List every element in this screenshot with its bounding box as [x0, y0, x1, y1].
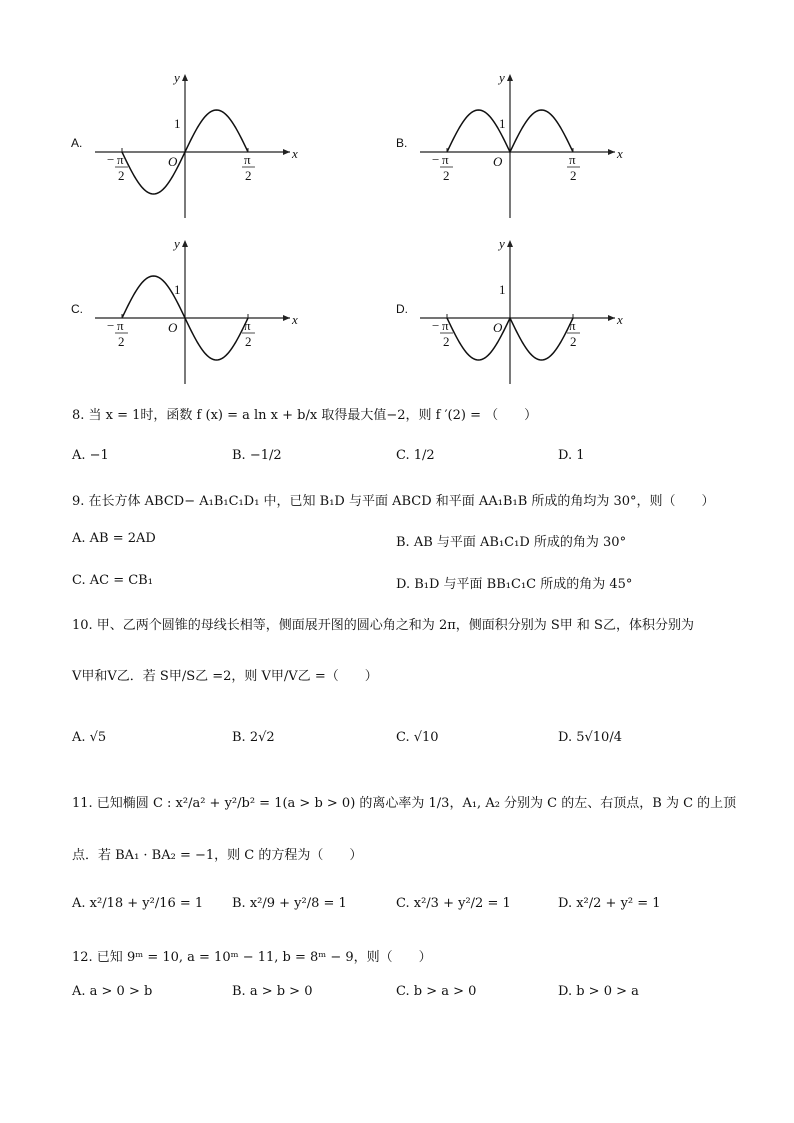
x-axis-arrow	[283, 315, 290, 321]
origin-label: O	[168, 320, 178, 335]
y-axis-label: y	[174, 236, 180, 251]
x-axis-arrow	[608, 315, 615, 321]
minus-sign: −	[432, 318, 440, 333]
question-10-stem-line1: 10. 甲、乙两个圆锥的母线长相等，侧面展开图的圆心角之和为 2π，侧面积分别为 S甲 和 S乙，体积分别为	[72, 618, 694, 633]
tick-left-numerator: π	[442, 152, 449, 167]
tick-left-numerator: π	[117, 152, 124, 167]
question-8-option-a: A. −1	[72, 448, 109, 463]
tick-right-denominator: 2	[570, 334, 577, 349]
origin-label: O	[493, 320, 503, 335]
graph-option-c-label: C.	[71, 302, 83, 316]
question-12-stem: 12. 已知 9ᵐ = 10, a = 10ᵐ − 11, b = 8ᵐ − 9，则（ ）	[72, 950, 432, 965]
tick-right-numerator: π	[569, 318, 576, 333]
question-8-option-c: C. 1/2	[396, 448, 435, 463]
question-11-option-d: D. x²/2 + y² = 1	[558, 896, 661, 911]
graph-option-a-label: A.	[71, 136, 83, 150]
question-10-option-d: D. 5√10/4	[558, 730, 622, 745]
x-axis-arrow	[608, 149, 615, 155]
x-axis-label: x	[617, 312, 623, 327]
graph-d	[415, 236, 625, 386]
tick-left-numerator: π	[117, 318, 124, 333]
origin-label: O	[493, 154, 503, 169]
minus-sign: −	[107, 318, 115, 333]
y-tick-label-1: 1	[499, 282, 506, 297]
question-10-option-b: B. 2√2	[232, 730, 275, 745]
graph-option-d-label: D.	[396, 302, 408, 316]
tick-right-denominator: 2	[570, 168, 577, 183]
y-tick-label-1: 1	[499, 116, 506, 131]
x-axis-label: x	[617, 146, 623, 161]
origin-label: O	[168, 154, 178, 169]
y-axis-arrow	[182, 74, 188, 81]
question-9-option-d: D. B₁D 与平面 BB₁C₁C 所成的角为 45°	[396, 577, 633, 592]
y-tick-label-1: 1	[174, 116, 181, 131]
y-axis-arrow	[507, 240, 513, 247]
question-12-option-d: D. b > 0 > a	[558, 984, 639, 999]
tick-left-numerator: π	[442, 318, 449, 333]
minus-sign: −	[432, 152, 440, 167]
question-9-option-a: A. AB = 2AD	[72, 531, 156, 546]
tick-right-numerator: π	[244, 318, 251, 333]
question-9-option-c: C. AC = CB₁	[72, 573, 153, 588]
y-tick-label-1: 1	[174, 282, 181, 297]
tick-left-denominator: 2	[443, 168, 450, 183]
question-8-stem: 8. 当 x = 1时，函数 f (x) = a ln x + b/x 取得最大值−2，则 f ′(2) = （ ）	[72, 408, 538, 423]
minus-sign: −	[107, 152, 115, 167]
tick-left-denominator: 2	[118, 334, 125, 349]
question-11-option-a: A. x²/18 + y²/16 = 1	[72, 896, 204, 911]
question-11-option-c: C. x²/3 + y²/2 = 1	[396, 896, 511, 911]
question-8-option-b: B. −1/2	[232, 448, 282, 463]
tick-right-numerator: π	[244, 152, 251, 167]
x-axis-label: x	[292, 312, 298, 327]
x-axis-label: x	[292, 146, 298, 161]
question-8-option-d: D. 1	[558, 448, 585, 463]
y-axis-label: y	[499, 236, 505, 251]
graph-a	[90, 70, 300, 220]
question-10-stem-line2: V甲和V乙．若 S甲/S乙 =2，则 V甲/V乙 =（ ）	[72, 669, 378, 684]
tick-right-denominator: 2	[245, 334, 252, 349]
tick-right-denominator: 2	[245, 168, 252, 183]
question-12-option-c: C. b > a > 0	[396, 984, 477, 999]
y-axis-arrow	[182, 240, 188, 247]
question-9-stem: 9. 在长方体 ABCD− A₁B₁C₁D₁ 中，已知 B₁D 与平面 ABCD 和平面 AA₁B₁B 所成的角均为 30°，则（ ）	[72, 494, 715, 509]
graph-b	[415, 70, 625, 220]
question-11-option-b: B. x²/9 + y²/8 = 1	[232, 896, 347, 911]
graph-c	[90, 236, 300, 386]
y-axis-label: y	[499, 70, 505, 85]
question-11-stem-line1: 11. 已知椭圆 C : x²/a² + y²/b² = 1(a > b > 0) 的离心率为 1/3，A₁, A₂ 分别为 C 的左、右顶点，B 为 C 的上顶	[72, 796, 737, 811]
question-10-option-c: C. √10	[396, 730, 439, 745]
x-axis-arrow	[283, 149, 290, 155]
tick-right-numerator: π	[569, 152, 576, 167]
graph-option-b-label: B.	[396, 136, 408, 150]
tick-left-denominator: 2	[118, 168, 125, 183]
y-axis-label: y	[174, 70, 180, 85]
question-12-option-a: A. a > 0 > b	[72, 984, 153, 999]
question-11-stem-line2: 点．若 BA₁ · BA₂ = −1，则 C 的方程为（ ）	[72, 848, 363, 863]
question-10-option-a: A. √5	[72, 730, 107, 745]
question-12-option-b: B. a > b > 0	[232, 984, 313, 999]
y-axis-arrow	[507, 74, 513, 81]
tick-left-denominator: 2	[443, 334, 450, 349]
question-9-option-b: B. AB 与平面 AB₁C₁D 所成的角为 30°	[396, 535, 627, 550]
